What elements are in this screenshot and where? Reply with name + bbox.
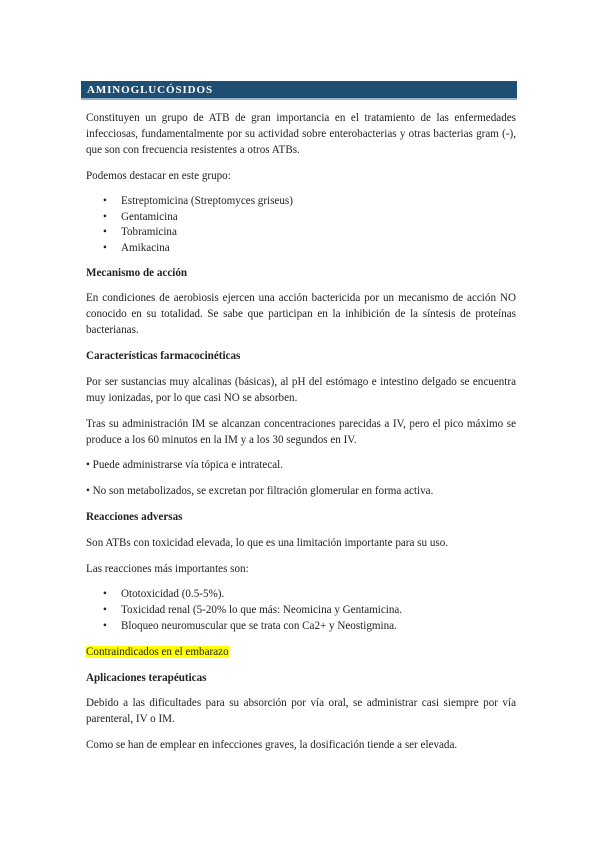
pharmacokinetics-note-2: • No son metabolizados, se excretan por filtración glomerular en forma activa. (86, 485, 434, 498)
section-banner (81, 81, 517, 100)
applications-paragraph-2: Como se han de emplear en infecciones graves, la dosificación tiende a ser elevada. (86, 739, 458, 752)
adverse-paragraph-1: Son ATBs con toxicidad elevada, lo que es una limitación importante para su uso. (86, 537, 449, 550)
list-item: • Amikacina (86, 241, 516, 257)
section-title: AMINOGLUCÓSIDOS (87, 84, 213, 96)
list-item: • Ototoxicidad (0.5-5%). (86, 587, 516, 603)
contraindication-highlight: Contraindicados en el embarazo (86, 645, 229, 658)
list-item: • Toxicidad renal (5-20% lo que más: Neomicina y Gentamicina. (86, 603, 516, 619)
pharmacokinetics-paragraph-1: Por ser sustancias muy alcalinas (básicas), al pH del estómago e intestino delgado se encuentra muy ionizadas, por lo que casi NO se absorben. (86, 375, 516, 404)
adverse-heading: Reacciones adversas (86, 511, 183, 524)
mechanism-heading: Mecanismo de acción (86, 267, 188, 280)
adverse-paragraph-2: Las reacciones más importantes son: (86, 563, 249, 576)
document-body (86, 111, 516, 754)
adverse-list (86, 587, 516, 635)
list-item: • Bloqueo neuromuscular que se trata con Ca2+ y Neostigmina. (86, 619, 516, 635)
list-item: • Tobramicina (86, 225, 516, 241)
applications-paragraph-1: Debido a las dificultades para su absorción por vía oral, se administrar casi siempre por vía parenteral, IV o IM. (86, 697, 516, 726)
mechanism-paragraph: En condiciones de aerobiosis ejercen una acción bactericida por un mecanismo de acción NO conocido en su totalidad. Se sabe que participan en la inhibición de la síntesis de proteínas bacterianas. (86, 292, 516, 336)
applications-heading: Aplicaciones terapéuticas (86, 671, 207, 684)
pharmacokinetics-paragraph-2: Tras su administración IM se alcanzan concentraciones parecidas a IV, pero el pico máximo se produce a los 60 minutos en la IM y a los 30 segundos en IV. (86, 417, 516, 446)
pharmacokinetics-note-1: • Puede administrarse vía tópica e intratecal. (86, 459, 284, 472)
list-item: • Gentamicina (86, 210, 516, 226)
drug-list (86, 194, 516, 258)
list-intro: Podemos destacar en este grupo: (86, 169, 231, 182)
list-item: • Estreptomicina (Streptomyces griseus) (86, 194, 516, 210)
pharmacokinetics-heading: Características farmacocinéticas (86, 349, 241, 362)
intro-paragraph: Constituyen un grupo de ATB de gran importancia en el tratamiento de las enfermedades infecciosas, fundamentalmente por su actividad sobre enterobacterias y otras bacterias gram (-), que son con frecuencia resistentes a otros ATBs. (86, 112, 516, 156)
